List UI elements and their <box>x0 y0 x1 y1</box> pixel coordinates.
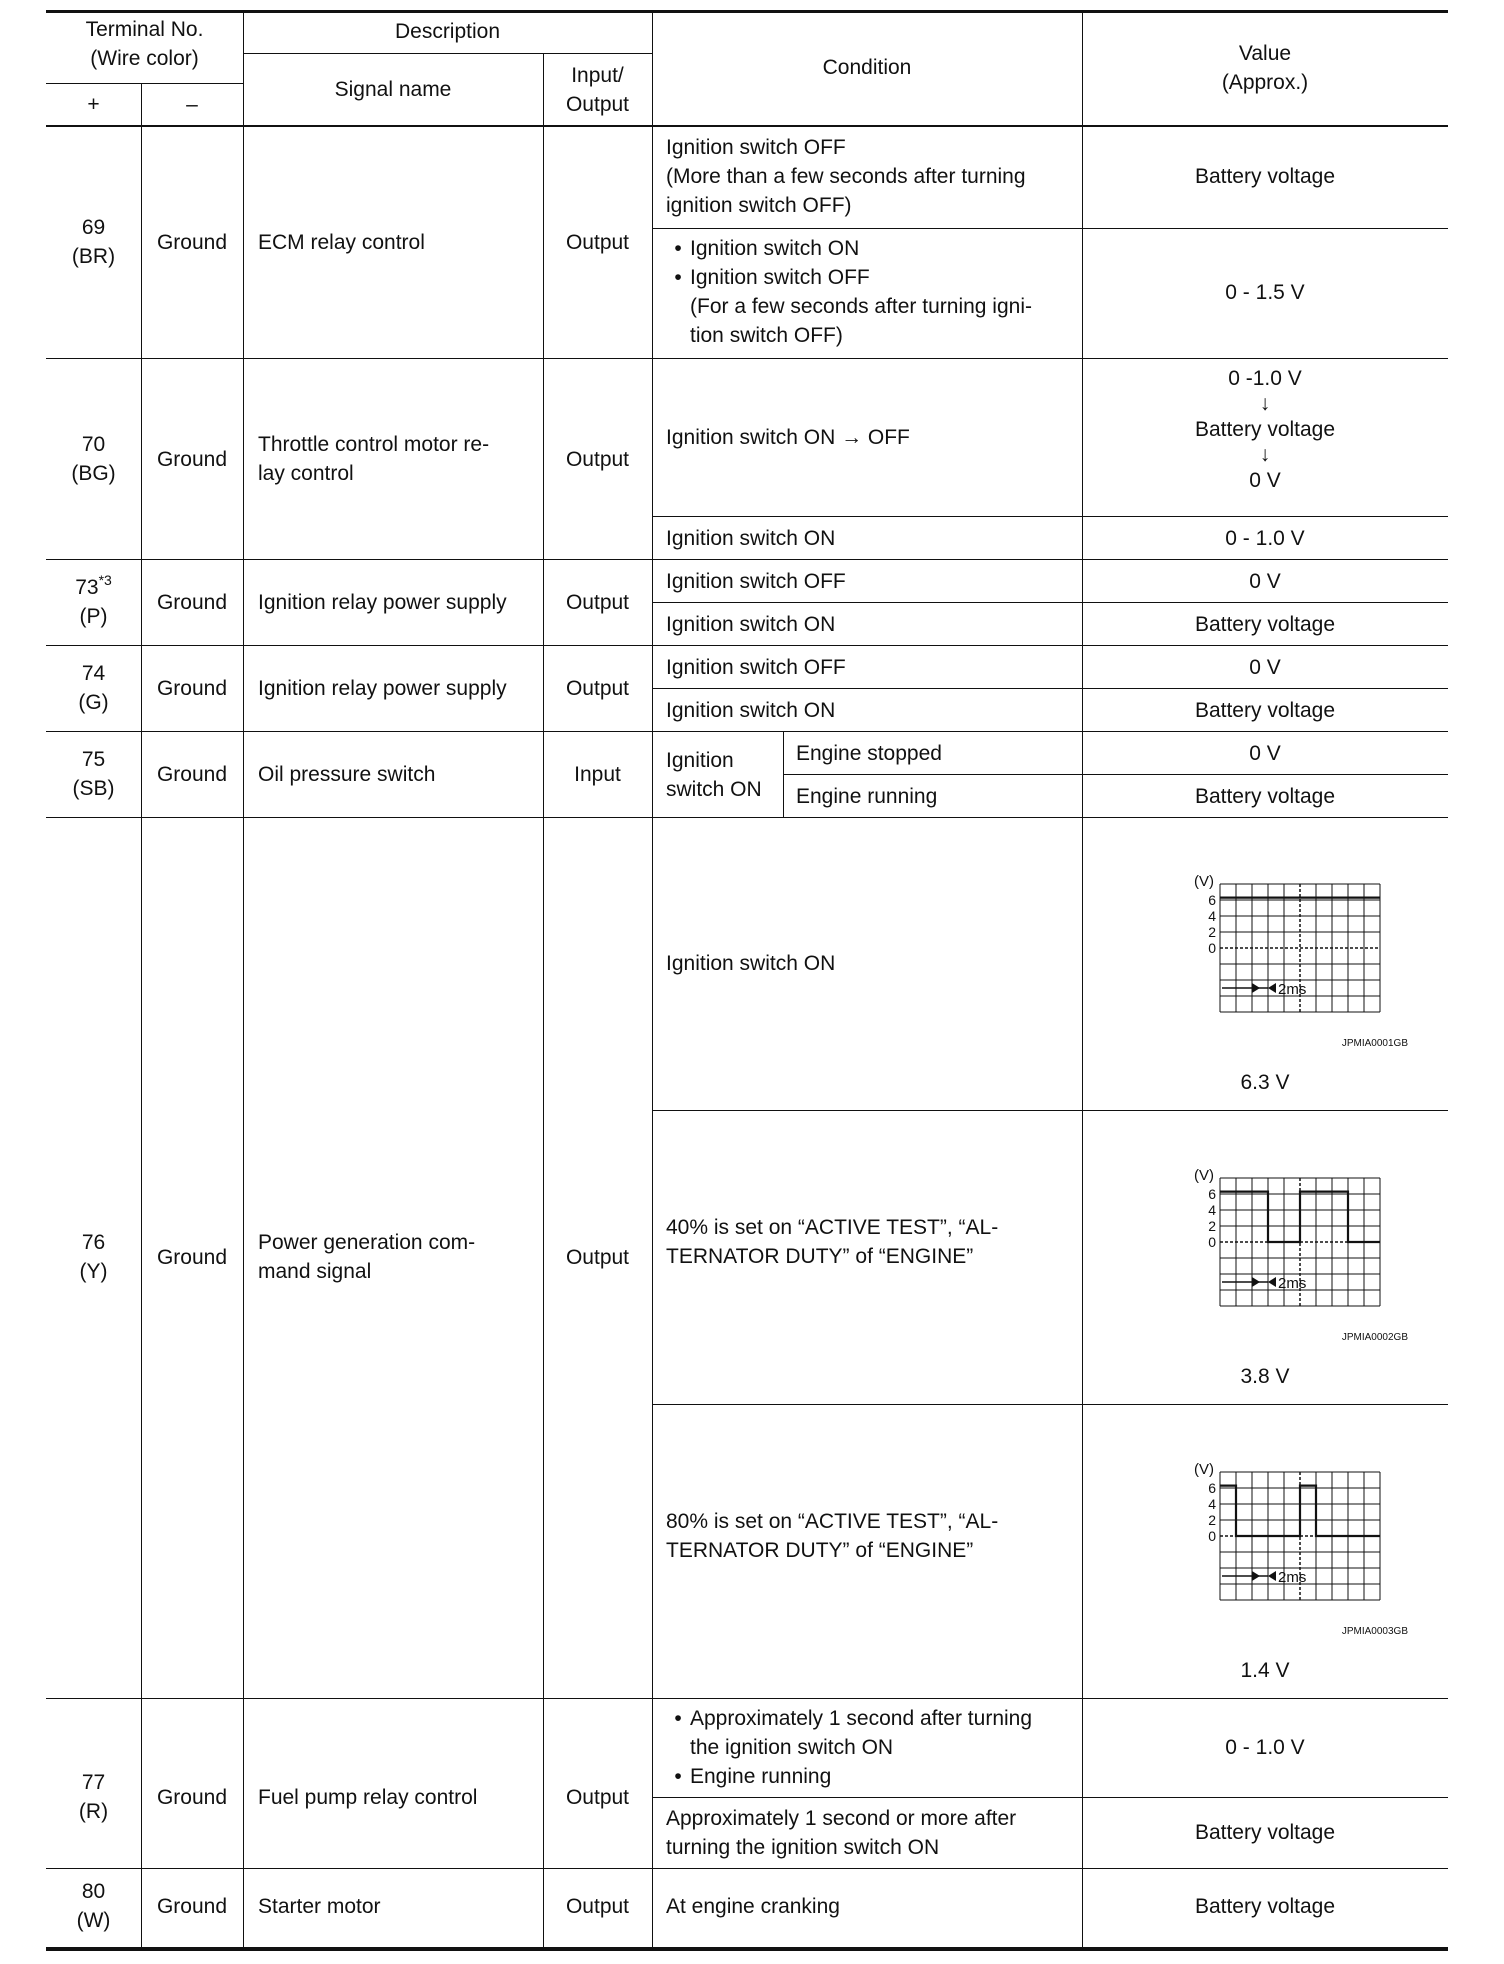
io-cell: Input <box>574 763 621 786</box>
header-input-output: Input/ Output <box>565 64 630 116</box>
value-cell: Battery voltage <box>1194 1895 1336 1918</box>
sub-row-rule <box>652 228 1448 229</box>
waveform-graph <box>1126 1450 1416 1642</box>
col-rule <box>543 53 544 1949</box>
sub-row-rule <box>783 774 1448 775</box>
waveform-svg <box>1126 1156 1416 1348</box>
axis-tick-label: 0 <box>1208 1234 1216 1250</box>
row-rule <box>46 731 1448 732</box>
signal-name-cell: Ignition relay power supply <box>258 677 507 700</box>
condition-group-cell: Ignition switch ON <box>666 749 762 801</box>
table-bottom-rule <box>46 1947 1448 1951</box>
condition-cell: Ignition switch OFF <box>666 570 846 593</box>
condition-cell: Ignition switch ON <box>666 613 836 636</box>
col-rule <box>141 127 142 1949</box>
io-cell: Output <box>565 1786 630 1809</box>
axis-unit-label: (V) <box>1194 1167 1214 1184</box>
col-rule <box>243 13 244 1949</box>
col-rule <box>652 13 653 1949</box>
ground-cell: Ground <box>156 677 228 700</box>
arrow-right-icon <box>1252 1277 1260 1287</box>
ground-cell: Ground <box>156 231 228 254</box>
signal-name-cell: Oil pressure switch <box>258 763 436 786</box>
terminal-cell: 76 (Y) <box>79 1231 108 1283</box>
terminal-cell: 69 (BR) <box>71 216 116 268</box>
ground-cell: Ground <box>156 1246 228 1269</box>
condition-cell: Engine running <box>796 785 938 808</box>
row-rule <box>46 559 1448 560</box>
value-cell: Battery voltage <box>1194 1821 1336 1844</box>
timebase-label: 2ms <box>1278 981 1307 998</box>
header-condition: Condition <box>822 56 912 79</box>
value-cell: Battery voltage <box>1194 785 1336 808</box>
axis-tick-label: 0 <box>1208 940 1216 956</box>
io-cell: Output <box>565 677 630 700</box>
figure-code: JPMIA0002GB <box>1341 1332 1408 1343</box>
io-cell: Output <box>565 1895 630 1918</box>
value-cell: Battery voltage <box>1194 699 1336 722</box>
arrow-left-icon <box>1268 1277 1276 1287</box>
value-cell: Battery voltage <box>1194 613 1336 636</box>
value-cell: 6.3 V <box>1240 1071 1290 1094</box>
row-rule <box>46 358 1448 359</box>
ground-cell: Ground <box>156 1895 228 1918</box>
terminal-cell: 73$^{*3}$ (P) <box>75 572 112 628</box>
sub-row-rule <box>652 1797 1448 1798</box>
value-cell: 0 -1.0 V ↓ Battery voltage ↓ 0 V <box>1194 367 1336 492</box>
signal-name-cell: Power generation com- mand signal <box>258 1231 476 1283</box>
header-description: Description <box>394 20 501 43</box>
condition-cell: Ignition switch ON <box>666 952 836 975</box>
timebase-label: 2ms <box>1278 1275 1307 1292</box>
row-rule <box>46 817 1448 818</box>
bullet-item: • Engine running <box>674 1765 832 1788</box>
axis-unit-label: (V) <box>1194 873 1214 890</box>
value-cell: 0 - 1.0 V <box>1225 527 1305 550</box>
axis-unit-label: (V) <box>1194 1461 1214 1478</box>
io-cell: Output <box>565 591 630 614</box>
ground-cell: Ground <box>156 1786 228 1809</box>
row-rule <box>46 1698 1448 1699</box>
axis-tick-label: 2 <box>1208 1218 1216 1234</box>
value-cell: 1.4 V <box>1240 1659 1290 1682</box>
timebase-label: 2ms <box>1278 1569 1307 1586</box>
value-cell: 3.8 V <box>1240 1365 1290 1388</box>
value-cell: 0 V <box>1249 742 1281 765</box>
header-value: Value (Approx.) <box>1221 42 1309 94</box>
figure-code: JPMIA0001GB <box>1341 1038 1408 1049</box>
waveform-trace <box>1220 1486 1380 1536</box>
terminal-cell: 80 (W) <box>76 1880 111 1932</box>
condition-cell: 80% is set on “ACTIVE TEST”, “AL- TERNATOR DUTY” of “ENGINE” <box>666 1510 999 1562</box>
terminal-cell: 75 (SB) <box>72 748 115 800</box>
signal-name-cell: Fuel pump relay control <box>258 1786 478 1809</box>
value-cell: 0 - 1.5 V <box>1225 281 1305 304</box>
axis-tick-label: 4 <box>1208 1496 1216 1512</box>
axis-tick-label: 2 <box>1208 924 1216 940</box>
axis-tick-label: 6 <box>1208 1186 1216 1202</box>
axis-tick-label: 6 <box>1208 892 1216 908</box>
value-cell: Battery voltage <box>1194 165 1336 188</box>
arrow-left-icon <box>1268 983 1276 993</box>
signal-name-cell: ECM relay control <box>258 231 425 254</box>
arrow-right-icon <box>1252 1571 1260 1581</box>
header-plus: + <box>87 93 100 116</box>
sub-row-rule <box>652 1404 1448 1405</box>
waveform-trace <box>1220 1192 1380 1242</box>
condition-cell: 40% is set on “ACTIVE TEST”, “AL- TERNATOR DUTY” of “ENGINE” <box>666 1216 999 1268</box>
header-rule <box>46 83 243 84</box>
terminal-cell: 74 (G) <box>78 662 109 714</box>
table-top-rule <box>46 10 1448 13</box>
bullet-item: • Ignition switch OFF (For a few seconds after turning igni- tion switch OFF) <box>674 266 1032 347</box>
bullet-item: • Ignition switch ON <box>674 237 860 260</box>
signal-name-cell: Ignition relay power supply <box>258 591 507 614</box>
condition-cell: Ignition switch ON → OFF <box>666 426 910 449</box>
axis-tick-label: 4 <box>1208 908 1216 924</box>
bullet-item: • Approximately 1 second after turning the ignition switch ON <box>674 1707 1033 1759</box>
axis-tick-label: 6 <box>1208 1480 1216 1496</box>
value-cell: 0 V <box>1249 570 1281 593</box>
axis-tick-label: 0 <box>1208 1528 1216 1544</box>
signal-name-cell: Starter motor <box>258 1895 381 1918</box>
axis-tick-label: 2 <box>1208 1512 1216 1528</box>
condition-cell: Ignition switch ON <box>666 699 836 722</box>
condition-cell: Ignition switch OFF <box>666 656 846 679</box>
terminal-table <box>46 10 1448 1951</box>
condition-cell: Approximately 1 second or more after turning the ignition switch ON <box>666 1807 1017 1859</box>
waveform-svg <box>1126 862 1416 1054</box>
value-cell: 0 V <box>1249 656 1281 679</box>
condition-cell: Engine stopped <box>796 742 942 765</box>
io-cell: Output <box>565 448 630 471</box>
arrow-right-icon <box>1252 983 1260 993</box>
footnote-marker: *3 <box>98 572 112 588</box>
terminal-cell: 77 (R) <box>78 1771 109 1823</box>
header-signal-name: Signal name <box>334 78 452 101</box>
sub-row-rule <box>652 516 1448 517</box>
sub-row-rule <box>652 602 1448 603</box>
header-rule <box>243 53 652 54</box>
row-rule <box>46 645 1448 646</box>
axis-tick-label: 4 <box>1208 1202 1216 1218</box>
condition-cell <box>666 234 1076 350</box>
waveform-graph <box>1126 1156 1416 1348</box>
ground-cell: Ground <box>156 763 228 786</box>
arrow-left-icon <box>1268 1571 1276 1581</box>
waveform-svg <box>1126 1450 1416 1642</box>
condition-cell <box>666 1704 1076 1791</box>
condition-cell: Ignition switch OFF (More than a few seconds after turning ignition switch OFF) <box>666 136 1026 217</box>
waveform-graph <box>1126 862 1416 1054</box>
io-cell: Output <box>565 231 630 254</box>
ground-cell: Ground <box>156 591 228 614</box>
header-terminal-no: Terminal No. (Wire color) <box>85 18 204 70</box>
value-cell: 0 - 1.0 V <box>1225 1736 1305 1759</box>
condition-cell: At engine cranking <box>666 1895 840 1918</box>
row-rule <box>46 1868 1448 1869</box>
signal-name-cell: Throttle control motor re- lay control <box>258 433 490 485</box>
sub-row-rule <box>652 1110 1448 1111</box>
header-minus: – <box>186 93 198 116</box>
condition-cell: Ignition switch ON <box>666 527 836 550</box>
terminal-cell: 70 (BG) <box>71 433 116 485</box>
figure-code: JPMIA0003GB <box>1341 1626 1408 1637</box>
sub-row-rule <box>652 688 1448 689</box>
ground-cell: Ground <box>156 448 228 471</box>
io-cell: Output <box>565 1246 630 1269</box>
header-bottom-rule <box>46 125 1448 127</box>
